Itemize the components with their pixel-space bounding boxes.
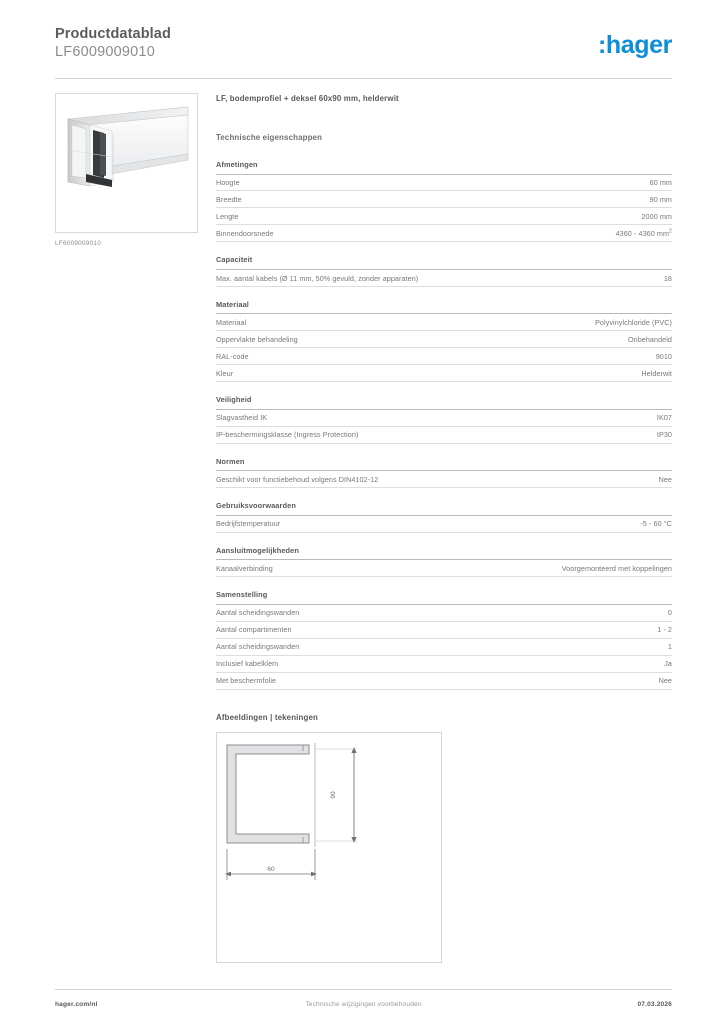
spec-table [216,314,672,382]
spec-label: Aantal scheidingswanden [216,638,508,655]
drawing-frame [216,732,442,963]
spec-section-title: Samenstelling [216,590,672,605]
product-reference: LF6009009010 [55,44,155,60]
page-title: Productdatablad [55,26,171,42]
spec-table [216,471,672,488]
spec-table [216,560,672,577]
spec-section-title: Aansluitmogelijkheden [216,546,672,561]
table-row [216,365,672,382]
spec-section [216,501,672,532]
table-row [216,175,672,191]
drawing-width-label: 60 [267,865,275,873]
table-row [216,208,672,225]
spec-value: 90 mm [508,191,672,208]
spec-value: 9010 [508,348,672,365]
spec-value: Nee [508,471,672,487]
spec-value: IK07 [508,410,672,426]
spec-label: Kanaalverbinding [216,560,508,576]
spec-label: Materiaal [216,314,508,330]
spec-label: Aantal scheidingswanden [216,605,508,621]
table-row [216,516,672,532]
spec-table [216,410,672,444]
spec-label: Bedrijfstemperatuur [216,516,508,532]
table-row [216,621,672,638]
spec-label: Inclusief kabelklem [216,655,508,672]
spec-section [216,395,672,443]
spec-table [216,270,672,287]
spec-value: -5 - 60 °C [508,516,672,532]
spec-label: RAL-code [216,348,508,365]
spec-value [508,225,672,242]
spec-section-title: Capaciteit [216,255,672,270]
spec-value: Onbehandeld [508,331,672,348]
drawings-section [216,712,672,963]
spec-section [216,255,672,286]
spec-section-title: Afmetingen [216,160,672,175]
drawing-height-label: 90 [330,791,337,799]
table-row [216,605,672,621]
product-image-caption: LF6009009010 [55,240,101,247]
spec-label: Lengte [216,208,508,225]
table-row [216,331,672,348]
table-row [216,191,672,208]
table-row [216,314,672,330]
spec-section [216,546,672,577]
spec-label: Kleur [216,365,508,382]
spec-value: 1 [508,638,672,655]
table-row [216,225,672,242]
spec-value: 18 [508,270,672,286]
table-row [216,348,672,365]
spec-label: Aantal compartimenten [216,621,508,638]
page-footer [55,999,672,1011]
spec-section [216,160,672,242]
technical-properties-heading: Technische eigenschappen [216,133,323,142]
spec-value: Helderwit [508,365,672,382]
profile-cross-section-drawing [217,733,441,962]
table-row [216,410,672,426]
table-row [216,655,672,672]
spec-section [216,590,672,689]
spec-label: Max. aantal kabels (Ø 11 mm, 50% gevuld, zonder apparaten) [216,270,508,286]
table-row [216,426,672,443]
spec-section-title: Veiligheid [216,395,672,410]
spec-sections [216,160,672,690]
table-row [216,270,672,286]
product-photo-icon [56,94,197,232]
spec-label: Geschikt voor functiebehoud volgens DIN4102-12 [216,471,508,487]
spec-value: Ja [508,655,672,672]
spec-section [216,300,672,382]
spec-label: Hoogte [216,175,508,191]
spec-table [216,516,672,533]
spec-value: 1 - 2 [508,621,672,638]
product-image-frame [55,93,198,233]
table-row [216,471,672,487]
spec-value: 60 mm [508,175,672,191]
spec-table [216,605,672,690]
spec-section [216,457,672,488]
hager-logo: :hager [597,31,672,59]
spec-value: 0 [508,605,672,621]
spec-value-superscript: 2 [669,228,672,235]
table-row [216,672,672,689]
page-header [55,26,672,74]
product-figure [55,93,200,247]
table-row [216,560,672,576]
product-name: LF, bodemprofiel + deksel 60x90 mm, helderwit [216,94,399,103]
header-divider [55,78,672,79]
footer-disclaimer: Technische wijzigingen voorbehouden [305,1001,422,1008]
spec-value-text: 4360 - 4360 mm [615,229,670,239]
spec-label: Breedte [216,191,508,208]
footer-website[interactable]: hager.com/nl [55,1001,98,1008]
spec-value: IP30 [508,426,672,443]
spec-label: Oppervlakte behandeling [216,331,508,348]
specifications-content [216,93,672,963]
spec-value: Voorgemonteerd met koppelingen [508,560,672,576]
spec-table [216,175,672,243]
spec-label: Binnendoorsnede [216,225,508,242]
spec-value: Nee [508,672,672,689]
spec-label: IP-beschermingsklasse (Ingress Protection) [216,426,508,443]
spec-value: Polyvinylchloride (PVC) [508,314,672,330]
footer-date: 07.03.2026 [637,1001,672,1008]
spec-label: Slagvastheid IK [216,410,508,426]
spec-value: 2000 mm [508,208,672,225]
spec-label: Met beschermfolie [216,672,508,689]
spec-section-title: Normen [216,457,672,472]
spec-section-title: Materiaal [216,300,672,315]
spec-section-title: Gebruiksvoorwaarden [216,501,672,516]
table-row [216,638,672,655]
drawings-title: Afbeeldingen | tekeningen [216,712,318,722]
footer-divider [55,989,672,990]
